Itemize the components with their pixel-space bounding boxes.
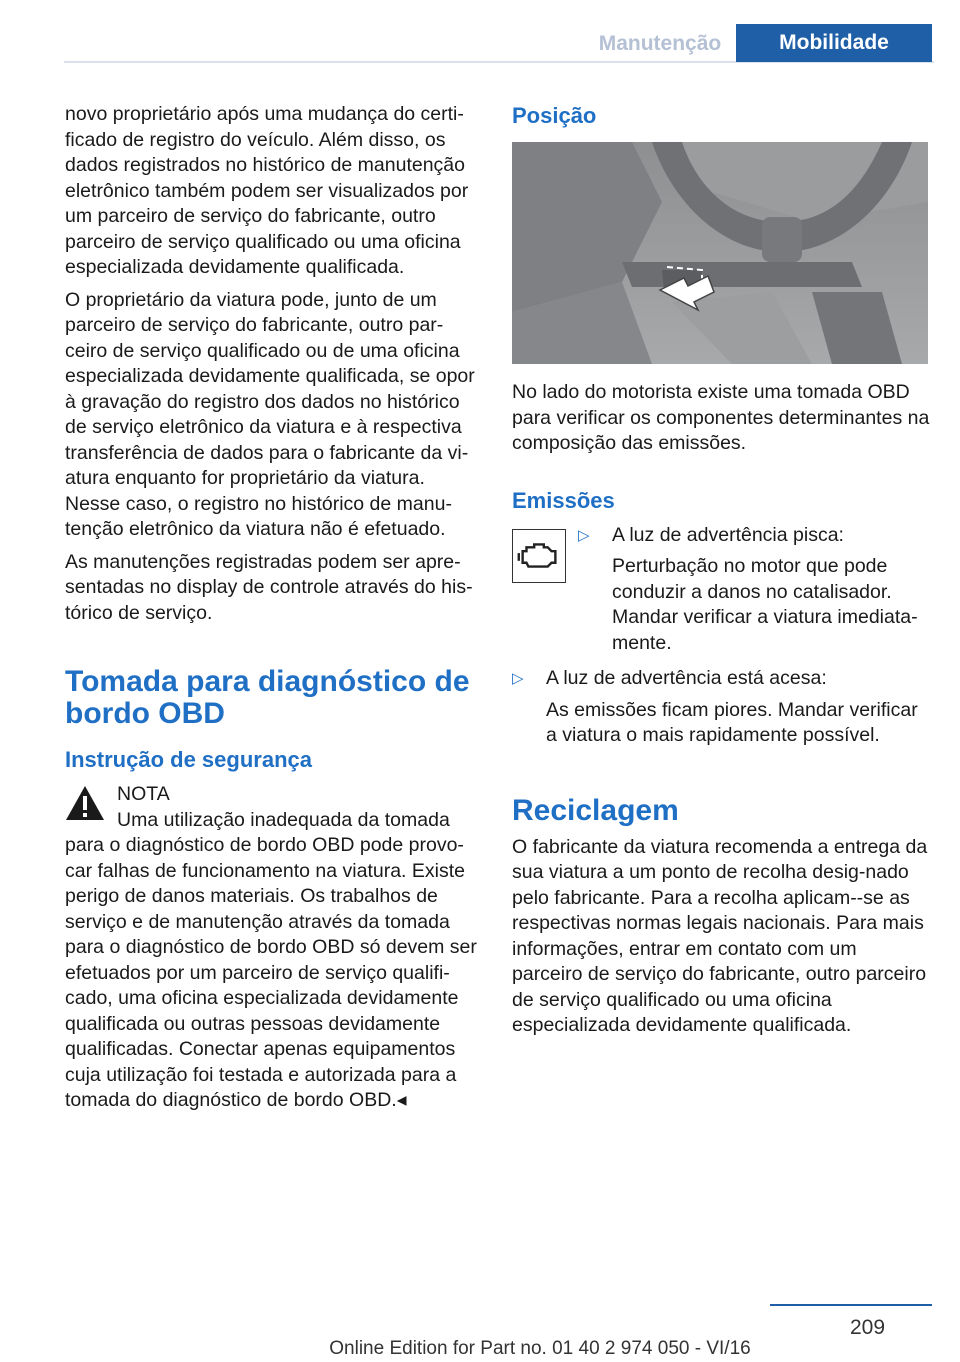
subheading-safety: Instrução de segurança [65, 747, 312, 772]
paragraph: novo proprietário após uma mudança do certi-ficado de registro do veículo. Além disso, os dados registrados no histórico de manutenção eletrônico também podem ser visualizados por um parceiro de serviço do fabricante, outro parceiro de serviço qualificado ou uma oficina especializada devidamente qualificada. [65, 103, 469, 278]
list-item-text: As emissões ficam piores. Mandar verificar a viatura o mais rapidamente possível. [546, 698, 918, 746]
engine-warning-icon [512, 529, 566, 583]
tab-mobilidade[interactable]: Mobilidade [736, 24, 932, 62]
list-item [578, 523, 930, 549]
obd-location-photo [512, 142, 928, 364]
list-item-title: A luz de advertência está acesa: [546, 667, 827, 689]
list-item-title: A luz de advertência pisca: [612, 523, 844, 546]
subheading-posicao: Posição [512, 103, 597, 128]
notice-title: NOTA [117, 783, 170, 805]
warning-triangle-icon [65, 784, 105, 822]
notice-body: Uma utilização inadequada da tomada para o diagnóstico de bordo OBD pode provo-car falhas de funcionamento na viatura. Existe perigo de danos materiais. Os trabalhos de serviço e de manutenção através da tomada para o diagnóstico de bordo OBD só devem ser efetuados por um parceiro de serviço qualifi-cado, uma oficina especializada devidamente qualificada ou outras pessoas devidamente qualificadas. Conectar apenas equipamentos cuja utilização foi testada e autorizada para a tomada do diagnóstico de bordo OBD.◂ [65, 808, 477, 1111]
subheading-emissoes: Emissões [512, 487, 615, 513]
section-heading-reciclagem: Reciclagem [512, 793, 679, 827]
section-heading-obd: Tomada para diagnóstico de bordo OBD [65, 665, 470, 730]
list-item [512, 666, 930, 692]
emissions-list [512, 523, 930, 749]
bullet-triangle-icon: ▷ [578, 526, 590, 544]
left-column [65, 102, 483, 1114]
bullet-triangle-icon: ▷ [512, 670, 524, 687]
paragraph: O fabricante da viatura recomenda a entrega da sua viatura a um ponto de recolha desig-nado pelo fabricante. Para a recolha aplicam--se as respectivas normas legais nacionais. Para mais informações, entrar em contato com um parceiro de serviço do fabricante, outro parceiro de serviço qualificado ou uma oficina especializada devidamente qualificada. [512, 835, 928, 1036]
safety-notice [65, 782, 483, 1114]
right-column [512, 102, 930, 1046]
paragraph: No lado do motorista existe uma tomada OBD para verificar os componentes determinantes na composição das emissões. [512, 381, 930, 454]
tab-manutencao[interactable]: Manutenção [598, 32, 722, 55]
edition-footer: Online Edition for Part no. 01 40 2 974 050 - VI/16 [329, 1338, 751, 1359]
page-number: 209 [850, 1316, 886, 1339]
list-item-text: Perturbação no motor que pode conduzir a danos no catalisador. Mandar verificar a viatura imediata-mente. [612, 555, 918, 654]
paragraph: As manutenções registradas podem ser apre-sentadas no display de controle através do his-tórico de serviço. [65, 550, 473, 624]
paragraph: O proprietário da viatura pode, junto de um parceiro de serviço do fabricante, outro par-ceiro de serviço qualificado ou de uma oficina especializada devidamente qualificada, se opor à gravação do registro dos dados no histórico de serviço eletrônico da viatura e à respectiva transferência de dados para o fabricante da vi-atura enquanto for proprietário da viatura. Nesse caso, o registro no histórico de manu-tenção eletrônico da viatura não é efetuado. [65, 288, 475, 540]
footer-divider [770, 1304, 932, 1306]
